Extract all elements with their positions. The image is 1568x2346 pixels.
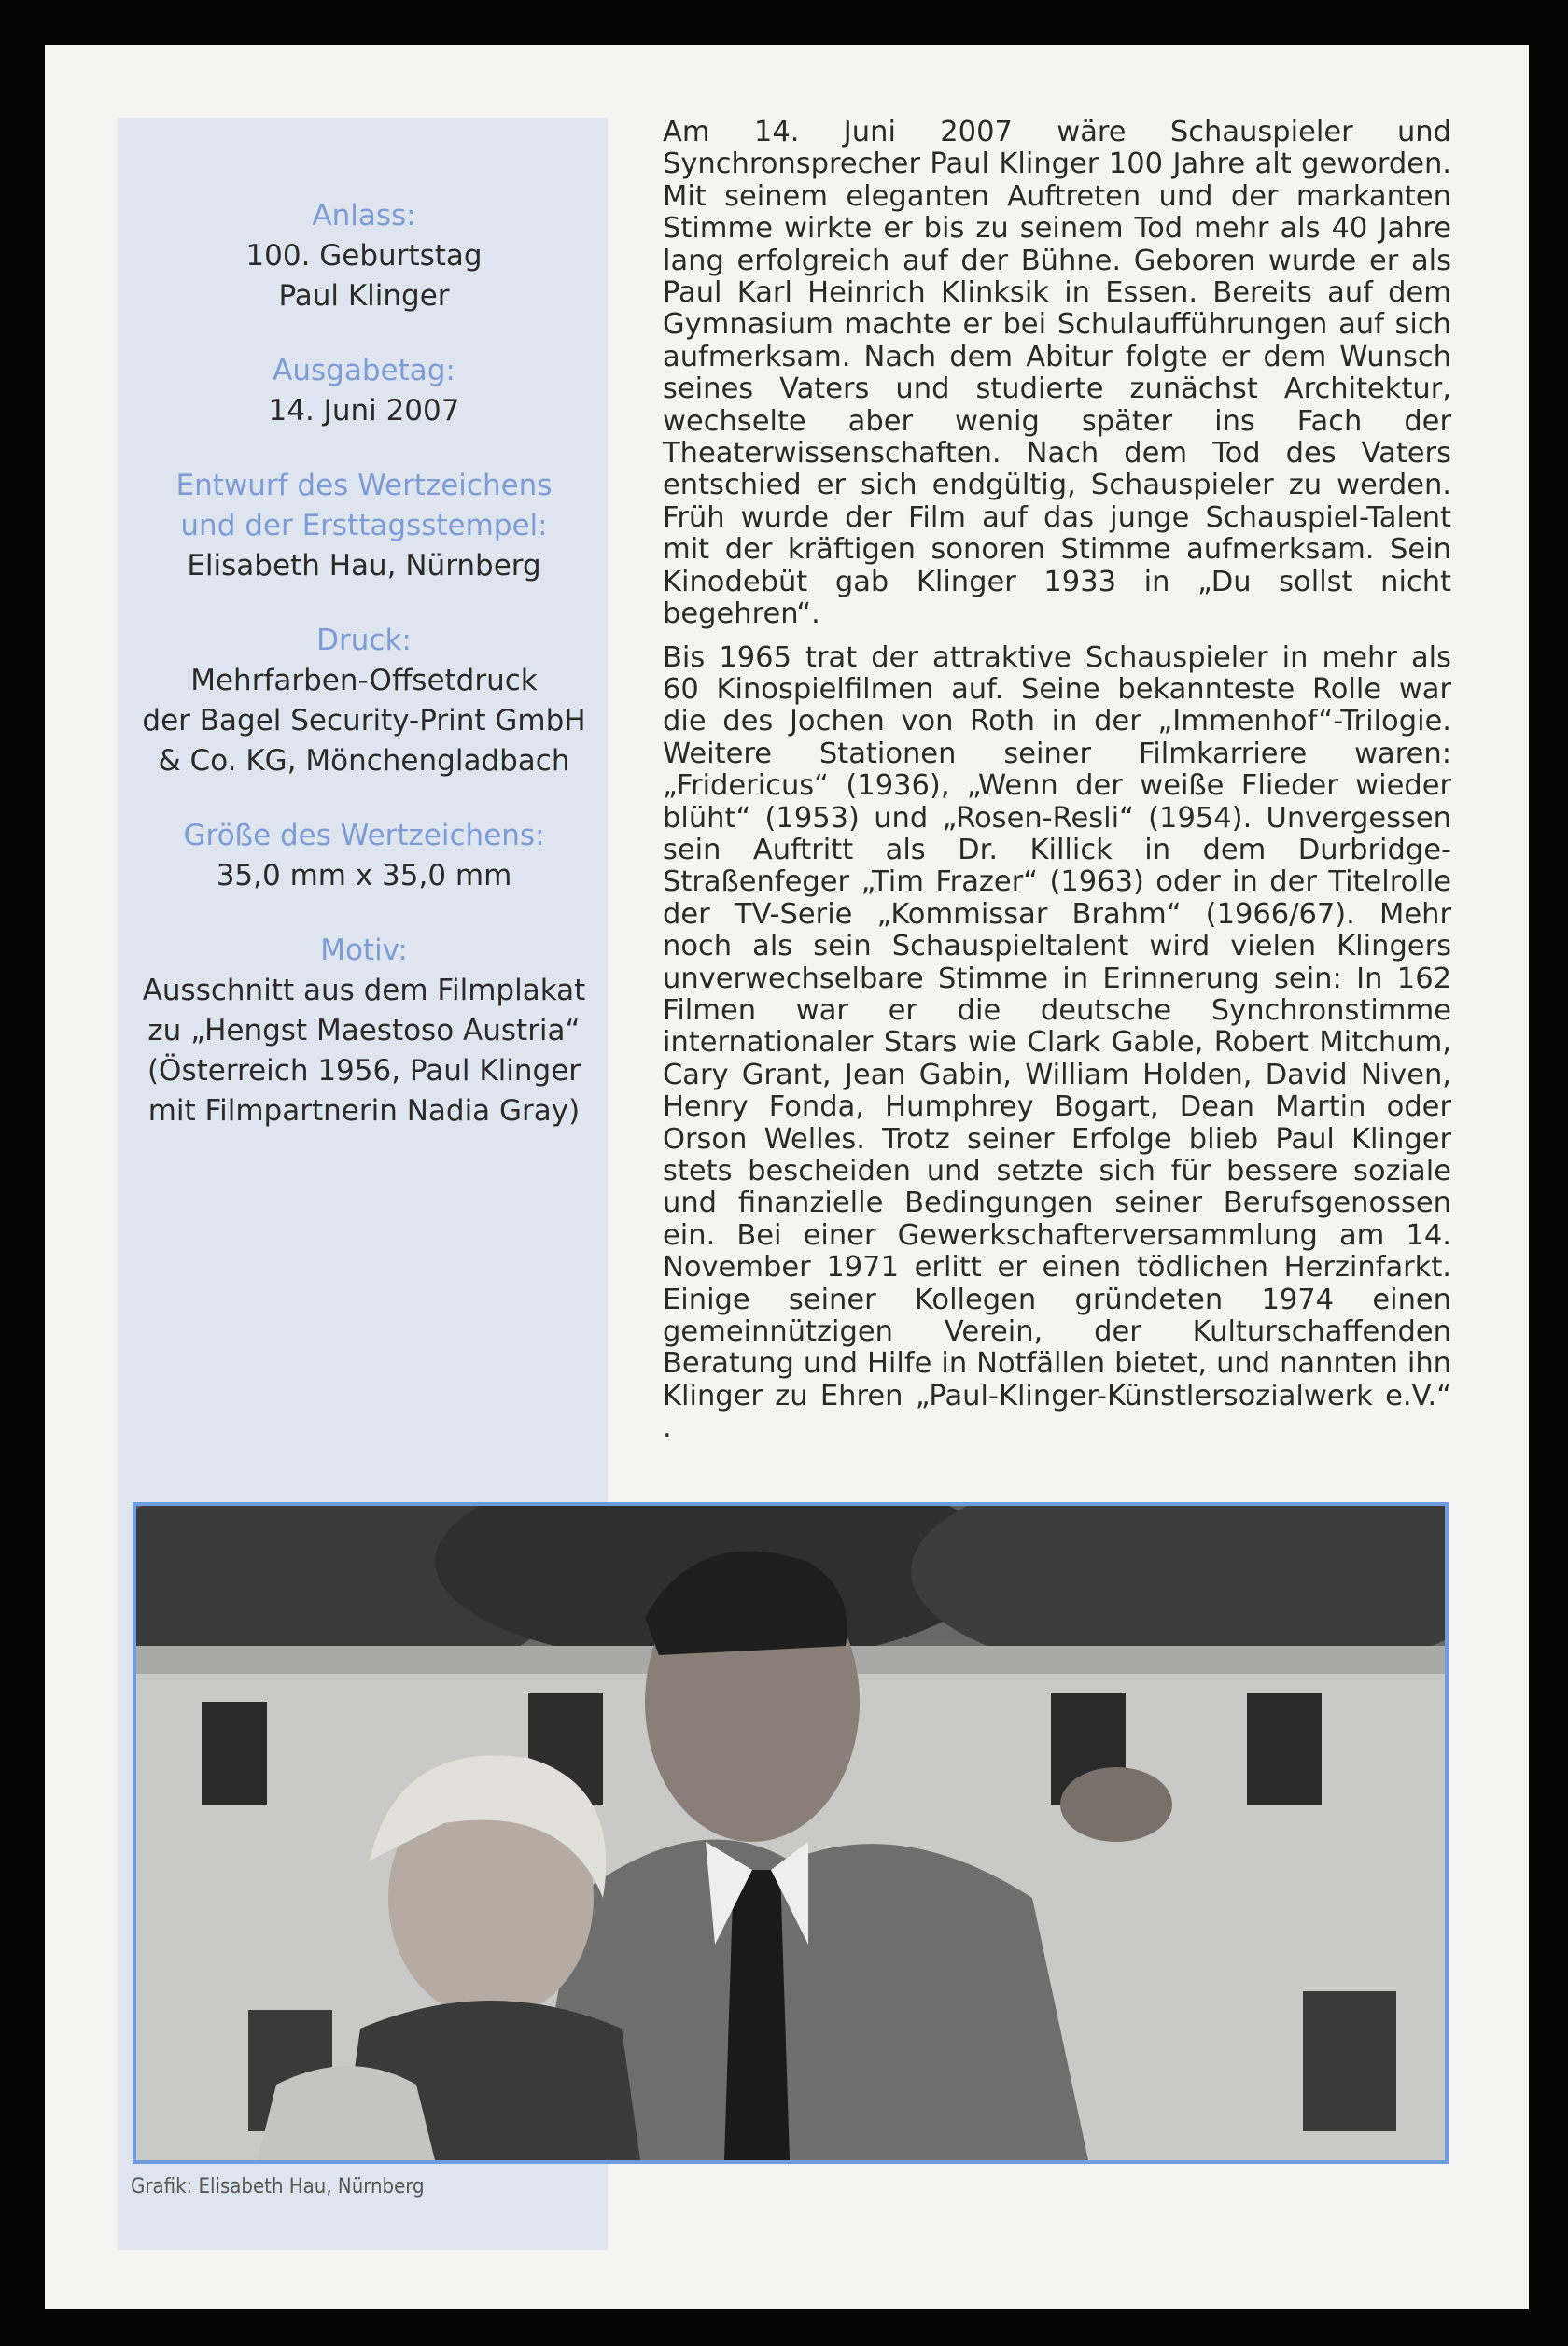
fact-label: Druck:: [316, 624, 412, 657]
fact-label: Entwurf des Wertzeichens und der Ersttagsstempel:: [175, 469, 553, 542]
fact-value: 100. Geburtstag: [245, 239, 483, 273]
fact-value: (Österreich 1956, Paul Klinger: [147, 1054, 581, 1088]
fact-value: Mehrfarben-Offsetdruck: [190, 664, 538, 697]
fact-value: zu „Hengst Maestoso Austria“: [147, 1014, 581, 1047]
fact-value: 14. Juni 2007: [268, 394, 460, 428]
fact-size: [131, 816, 597, 896]
fact-value: mit Filmpartnerin Nadia Gray): [147, 1094, 581, 1128]
fact-value: der Bagel Security-Print GmbH: [142, 704, 586, 738]
fact-value: Elisabeth Hau, Nürnberg: [187, 549, 541, 583]
fact-label: Größe des Wertzeichens:: [183, 819, 545, 852]
fact-label: Motiv:: [320, 934, 408, 967]
fact-occasion: [131, 196, 597, 316]
biography-article: [663, 117, 1451, 1456]
fact-issue-date: [131, 351, 597, 431]
fact-print: [131, 621, 597, 781]
article-paragraph: Bis 1965 trat der attraktive Schauspieler in mehr als 60 Kinospielfilmen auf. Seine bekannteste Rolle war die des Jochen von Roth in der „Immenhof“-Trilogie. Weitere Stationen seiner Filmkarriere waren: „Fridericus“ (1936), „Wenn der weiße Flieder wieder blüht“ (1953) und „Rosen-Resli“ (1954). Unvergessen sein Auftritt als Dr. Killick in dem Durbridge-Straßenfeger „Tim Frazer“ (1963) oder in der Titelrolle der TV-Serie „Kommissar Brahm“ (1966/67). Mehr noch als sein Schauspieltalent wird vielen Klingers unverwechselbare Stimme in Erinnerung sein: In 162 Filmen war er die deutsche Synchronstimme internationaler Stars wie Clark Gable, Robert Mitchum, Cary Grant, Jean Gabin, William Holden, David Niven, Henry Fonda, Humphrey Bogart, Dean Martin oder Orson Welles. Trotz seiner Erfolge blieb Paul Klinger stets bescheiden und setzte sich für bessere soziale und finanzielle Bedingungen seiner Berufsgenossen ein. Bei einer Gewerkschafterversammlung am 14. November 1971 erlitt er einen tödlichen Herzinfarkt. Einige seiner Kollegen gründeten 1974 einen gemeinnützigen Verein, der Kulturschaffenden Beratung und Hilfe in Notfällen bietet, und nannten ihn Klinger zu Ehren „Paul-Klinger-Künstlersozialwerk e.V.“ .: [663, 640, 1451, 1445]
fact-motif: [131, 931, 597, 1131]
fact-value: 35,0 mm x 35,0 mm: [216, 859, 512, 892]
fact-value: Paul Klinger: [278, 279, 450, 313]
fact-value: Ausschnitt aus dem Filmplakat: [142, 974, 586, 1007]
photo-illustration: [136, 1506, 1445, 2160]
fact-value: & Co. KG, Mönchengladbach: [158, 744, 570, 778]
photo-credit: Grafik: Elisabeth Hau, Nürnberg: [131, 2175, 425, 2198]
fact-label: Ausgabetag:: [273, 354, 455, 387]
fact-design: [131, 466, 597, 586]
fact-label: Anlass:: [312, 199, 416, 232]
stamp-facts: [131, 196, 597, 1166]
article-paragraph: Am 14. Juni 2007 wäre Schauspieler und Synchronsprecher Paul Klinger 100 Jahre alt geworden. Mit seinem eleganten Auftreten und der markanten Stimme wirkte er bis zu seinem Tod mehr als 40 Jahre lang erfolgreich auf der Bühne. Geboren wurde er als Paul Karl Heinrich Klinksik in Essen. Bereits auf dem Gymnasium machte er bei Schulaufführungen auf sich aufmerksam. Nach dem Abitur folgte er dem Wunsch seines Vaters und studierte zunächst Architektur, wechselte aber wenig später ins Fach der Theaterwissenschaften. Nach dem Tod des Vaters entschied er sich endgültig, Schauspieler zu werden. Früh wurde der Film auf das junge Schauspiel-Talent mit der kräftigen sonoren Stimme aufmerksam. Sein Kinodebüt gab Klinger 1933 in „Du sollst nicht begehren“.: [663, 116, 1451, 631]
film-still-photo: [133, 1502, 1449, 2164]
